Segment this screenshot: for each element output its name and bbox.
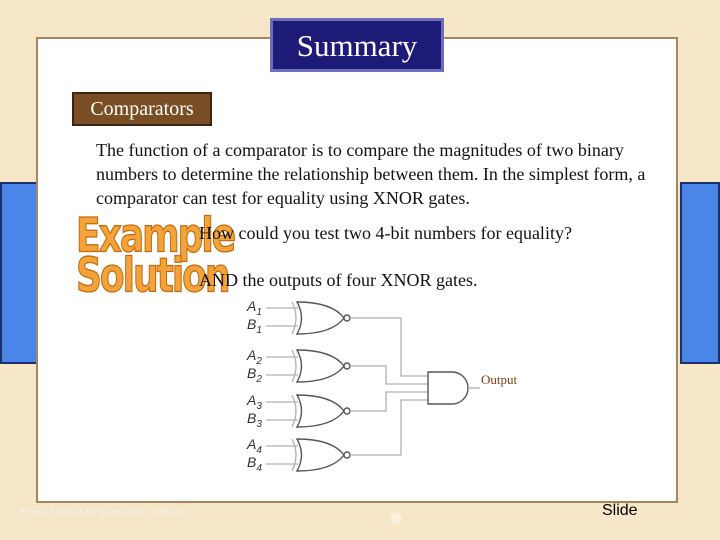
- input-label-a3: $A_3$: [247, 392, 262, 412]
- logo-word-solution: Solution: [76, 249, 229, 304]
- input-label-a1: $A_1$: [247, 298, 262, 318]
- input-label-b3: $B_3$: [247, 410, 262, 430]
- gate-interconnect-wires: [350, 318, 428, 455]
- footer-slide-label: Slide: [602, 502, 638, 519]
- input-label-a2: $A_2$: [247, 347, 262, 367]
- xnor-and-circuit-diagram: [236, 296, 556, 476]
- input-label-a4: $A_4$: [247, 436, 262, 456]
- example-answer: AND the outputs of four XNOR gates.: [199, 270, 478, 290]
- comparator-description: The function of a comparator is to compare the magnitudes of two binary numbers to determine the relationship between them. In the simplest form, a comparator can test for equality using XNOR gates.: [96, 140, 646, 208]
- right-side-tab: [680, 182, 720, 364]
- example-question: How could you test two 4-bit numbers for equality?: [199, 223, 572, 243]
- xnor-gate-3: [292, 395, 350, 427]
- footer-book-citation: Floyd, Digital Fundamentals, 10th ed: [20, 506, 185, 518]
- input-label-b2: $B_2$: [247, 365, 262, 385]
- xnor-gate-2: [292, 350, 350, 382]
- example-solution-logo: [76, 209, 235, 304]
- input-label-b4: $B_4$: [247, 454, 262, 474]
- xnor-gate-1: [292, 302, 350, 334]
- xnor-gate-4: [292, 439, 350, 471]
- input-labels: [246, 298, 262, 474]
- left-side-tab: [0, 182, 40, 364]
- logo-word-example: Example: [76, 209, 235, 264]
- and-gate: [428, 372, 480, 404]
- slide-title: Summary: [270, 18, 444, 72]
- output-label: Output: [481, 372, 518, 387]
- input-label-b1: $B_1$: [247, 316, 262, 336]
- section-label: Comparators: [72, 92, 212, 126]
